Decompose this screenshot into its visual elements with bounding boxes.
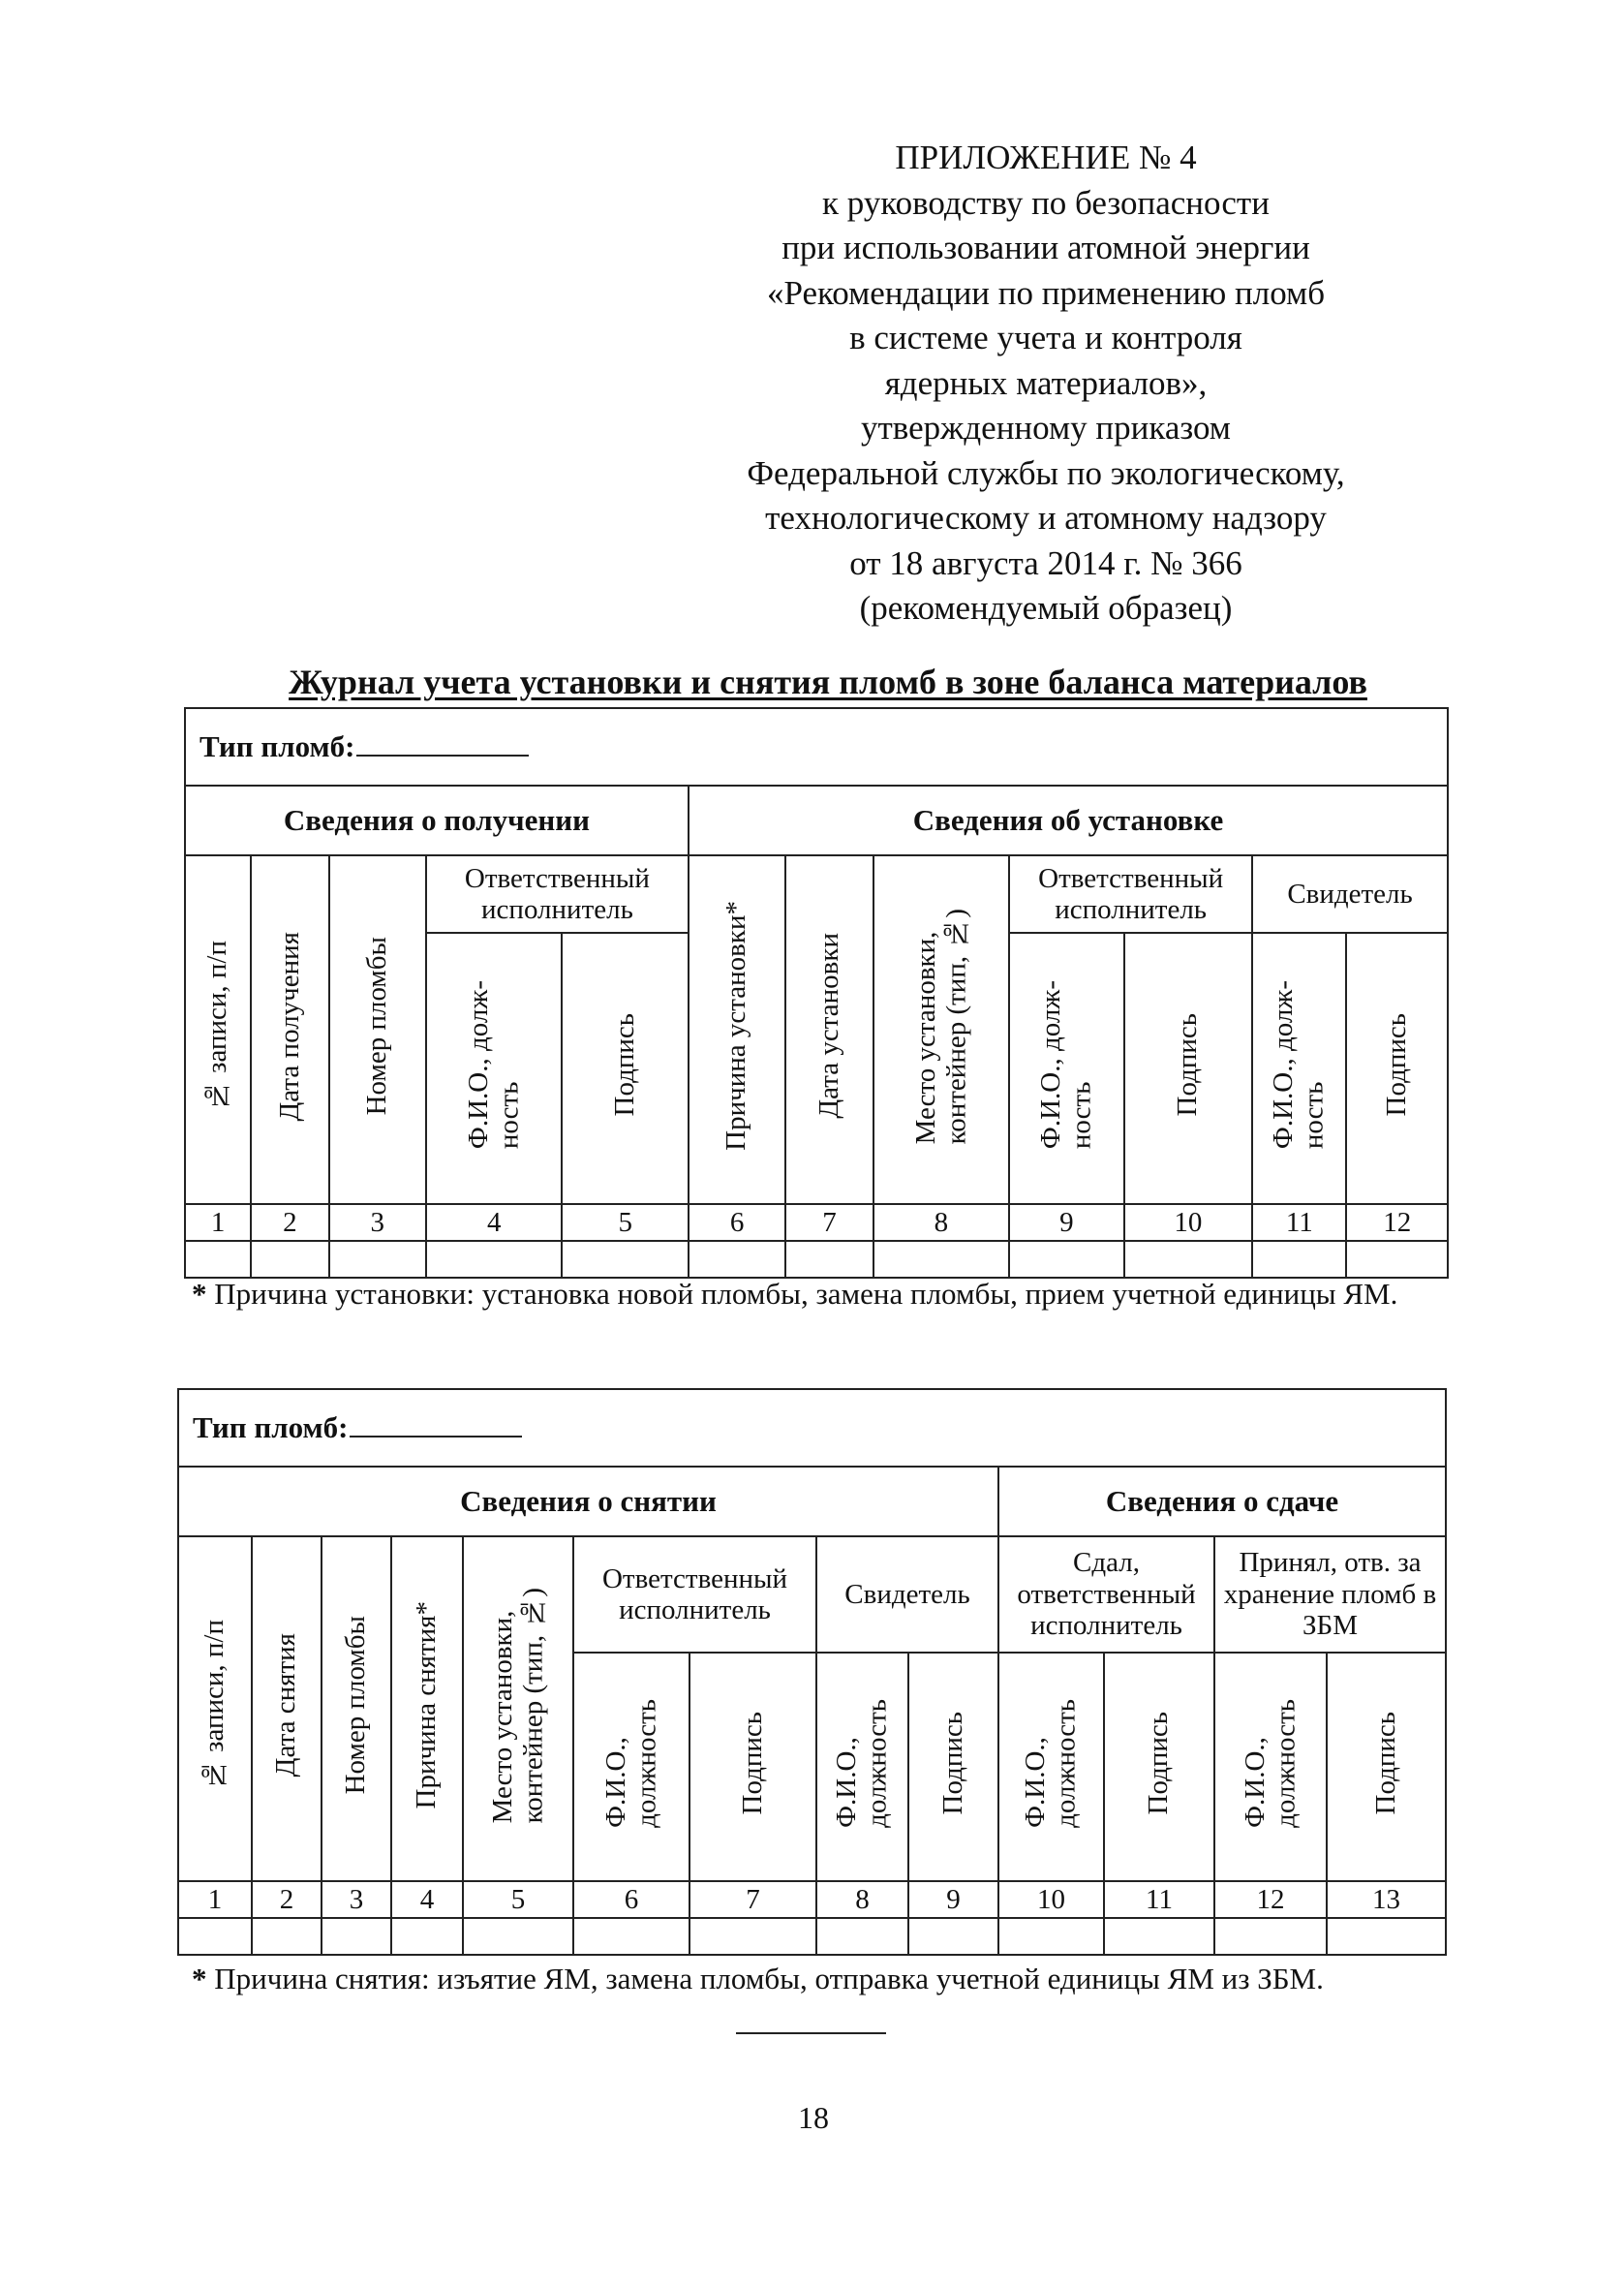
empty-cell[interactable] [908,1918,998,1955]
column-number: 1 [178,1881,252,1918]
empty-cell[interactable] [1214,1918,1327,1955]
col-fio: Ф.И.О., должность [1214,1653,1327,1881]
responsible-executor-header: Ответственный исполнитель [426,855,689,933]
empty-cell[interactable] [391,1918,463,1955]
appendix-line: к руководству по безопасности [822,183,1270,222]
column-number: 7 [689,1881,816,1918]
end-divider [736,2032,886,2034]
col-fio: Ф.И.О., должность [816,1653,908,1881]
empty-cell[interactable] [185,1241,251,1278]
footnote-text: Причина установки: установка новой пломбы, замена пломбы, прием учетной единицы ЯМ. [206,1277,1398,1311]
seal-type-blank[interactable] [350,1410,522,1438]
empty-cell[interactable] [252,1918,322,1955]
column-number: 10 [998,1881,1104,1918]
empty-cell[interactable] [998,1918,1104,1955]
col-fio: Ф.И.О., должность [998,1653,1104,1881]
col-seal-no: Номер пломбы [329,855,426,1204]
empty-cell[interactable] [816,1918,908,1955]
col-receipt-date: Дата получения [251,855,328,1204]
appendix-line: ядерных материалов», [884,363,1208,402]
removal-reason-footnote [192,1962,1451,1996]
empty-cell[interactable] [251,1241,328,1278]
empty-cell[interactable] [689,1241,785,1278]
appendix-line: от 18 августа 2014 г. № 366 [849,543,1242,582]
column-number: 7 [785,1204,873,1241]
column-number: 2 [251,1204,328,1241]
group-install-header: Сведения об установке [689,786,1448,855]
col-removal-date: Дата снятия [252,1536,322,1881]
empty-cell[interactable] [1346,1241,1448,1278]
table-row [185,1241,1448,1278]
column-number: 12 [1346,1204,1448,1241]
empty-cell[interactable] [573,1918,689,1955]
empty-cell[interactable] [426,1241,563,1278]
column-number: 6 [689,1204,785,1241]
col-seal-no: Номер пломбы [322,1536,391,1881]
appendix-line: утвержденному приказом [861,409,1231,447]
group-receipt-header: Сведения о получении [185,786,689,855]
column-number: 9 [908,1881,998,1918]
empty-cell[interactable] [873,1241,1010,1278]
appendix-line: в системе учета и контроля [849,319,1242,356]
group-removal-header: Сведения о снятии [178,1467,998,1536]
seal-type-blank[interactable] [356,729,529,757]
column-number: 10 [1124,1204,1253,1241]
appendix-line: технологическому и атомному надзору [765,499,1327,537]
col-fio: Ф.И.О., долж- ность [426,933,563,1204]
column-number-row [185,1204,1448,1241]
col-signature: Подпись [1104,1653,1214,1881]
group-handover-header: Сведения о сдаче [998,1467,1446,1536]
empty-cell[interactable] [1104,1918,1214,1955]
col-fio: Ф.И.О., долж- ность [1009,933,1123,1204]
column-number: 3 [322,1881,391,1918]
col-fio: Ф.И.О., долж- ность [1252,933,1346,1204]
column-number: 4 [426,1204,563,1241]
appendix-line: Федеральной службы по экологическому, [747,453,1345,492]
empty-cell[interactable] [463,1918,573,1955]
appendix-line: при использовании атомной энергии [781,229,1310,266]
col-signature: Подпись [1124,933,1253,1204]
col-fio: Ф.И.О., должность [573,1653,689,1881]
col-removal-reason: Причина снятия* [391,1536,463,1881]
col-install-date: Дата установки [785,855,873,1204]
seal-installation-table [184,707,1449,1279]
empty-cell[interactable] [562,1241,688,1278]
column-number: 8 [873,1204,1010,1241]
col-record-no: № записи, п/п [178,1536,252,1881]
empty-cell[interactable] [1124,1241,1253,1278]
responsible-executor-header: Ответственный исполнитель [1009,855,1252,933]
column-number: 11 [1104,1881,1214,1918]
appendix-heading [717,136,1375,632]
install-reason-footnote [192,1277,1441,1312]
column-number: 8 [816,1881,908,1918]
column-number: 6 [573,1881,689,1918]
seal-type-row [178,1389,1446,1467]
col-signature: Подпись [562,933,688,1204]
accepted-header: Принял, отв. за хранение пломб в ЗБМ [1214,1536,1446,1653]
col-install-place: Место установки, контейнер (тип, №) [873,855,1010,1204]
witness-header: Свидетель [816,1536,998,1653]
column-number: 5 [463,1881,573,1918]
responsible-executor-header: Ответственный исполнитель [573,1536,816,1653]
handed-over-header: Сдал, ответственный исполнитель [998,1536,1214,1653]
page-number: 18 [798,2100,829,2135]
seal-type-row [185,708,1448,786]
footnote-asterisk: * [192,1962,207,1995]
col-signature: Подпись [908,1653,998,1881]
seal-type-label: Тип пломб: [193,1410,349,1445]
seal-type-label: Тип пломб: [199,729,355,764]
empty-cell[interactable] [1327,1918,1446,1955]
empty-cell[interactable] [329,1241,426,1278]
column-number: 1 [185,1204,251,1241]
empty-cell[interactable] [689,1918,816,1955]
empty-cell[interactable] [1252,1241,1346,1278]
seal-removal-table [177,1388,1447,1956]
footnote-asterisk: * [192,1277,207,1311]
column-number: 3 [329,1204,426,1241]
column-number: 13 [1327,1881,1446,1918]
col-install-place: Место установки, контейнер (тип, №) [463,1536,573,1881]
empty-cell[interactable] [1009,1241,1123,1278]
col-signature: Подпись [689,1653,816,1881]
witness-header: Свидетель [1252,855,1448,933]
column-number: 2 [252,1881,322,1918]
col-install-reason: Причина установки* [689,855,785,1204]
column-number-row [178,1881,1446,1918]
col-signature: Подпись [1327,1653,1446,1881]
empty-cell[interactable] [322,1918,391,1955]
column-number: 9 [1009,1204,1123,1241]
appendix-title: ПРИЛОЖЕНИЕ № 4 [895,139,1197,176]
footnote-text: Причина снятия: изъятие ЯМ, замена пломбы, отправка учетной единицы ЯМ из ЗБМ. [206,1962,1324,1995]
column-number: 11 [1252,1204,1346,1241]
column-number: 4 [391,1881,463,1918]
col-signature: Подпись [1346,933,1448,1204]
empty-cell[interactable] [178,1918,252,1955]
column-number: 5 [562,1204,688,1241]
table-row [178,1918,1446,1955]
col-record-no: № записи, п/п [185,855,251,1204]
column-number: 12 [1214,1881,1327,1918]
appendix-line: «Рекомендации по применению пломб [766,273,1326,312]
journal-title: Журнал учета установки и снятия пломб в зоне баланса материалов [289,663,1367,701]
empty-cell[interactable] [785,1241,873,1278]
appendix-line: (рекомендуемый образец) [859,589,1233,627]
